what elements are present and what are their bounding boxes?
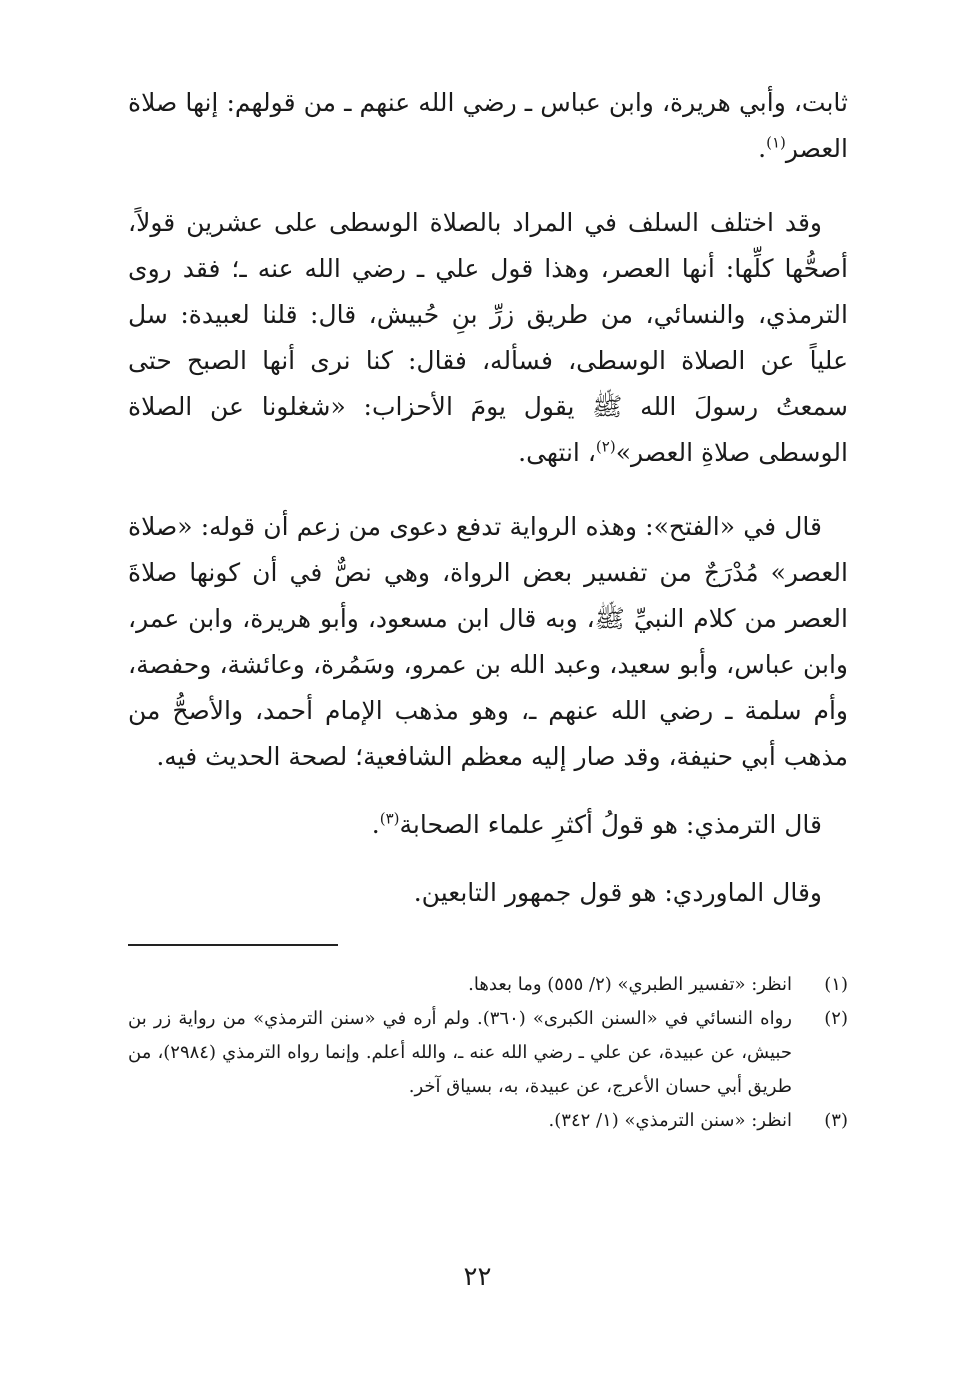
footnote-ref-3[interactable]: (٣) xyxy=(379,809,400,828)
footnote-separator xyxy=(128,944,338,946)
footnote-ref-2[interactable]: (٢) xyxy=(595,437,616,456)
footnote-number: (١) xyxy=(824,974,848,995)
footnote-number: (٣) xyxy=(824,1110,848,1131)
paragraph-3-text: قال في «الفتح»: وهذه الرواية تدفع دعوى من زعم أن قوله: «صلاة العصر» مُدْرَجٌ من تفسير بعض الرواة، وهي نصٌّ في أن كونها صلاةَ العصر من كلام النبيِّ ﷺ، وبه قال ابن مسعود، وأبو هريرة، وابن عمر، وابن عباس، وأبو سعيد، وعبد الله بن عمرو، وسَمُرة، وعائشة، وحفصة، وأم سلمة ـ رضي الله عنهم ـ، وهو مذهب الإمام أحمد، والأصحُّ من مذهب أبي حنيفة، وقد صار إليه معظم الشافعية؛ لصحة الحديث فيه. xyxy=(128,512,848,771)
footnote-ref-1[interactable]: (١) xyxy=(766,133,786,152)
footnote-2 xyxy=(128,1002,848,1104)
paragraph-1 xyxy=(128,80,848,172)
paragraph-1-end: . xyxy=(758,134,767,163)
paragraph-4 xyxy=(128,802,848,848)
paragraph-4-end: . xyxy=(371,810,380,839)
paragraph-4-text: قال الترمذي: هو قولُ أكثرِ علماء الصحابة xyxy=(399,810,822,839)
paragraph-2-end: ، انتهى. xyxy=(518,438,596,467)
footnote-1 xyxy=(128,968,848,1002)
footnotes xyxy=(128,968,848,1138)
paragraph-2 xyxy=(128,200,848,476)
footnote-text: انظر: «تفسير الطبري» (٢/ ٥٥٥) وما بعدها. xyxy=(468,974,792,995)
paragraph-5-text: وقال الماوردي: هو قول جمهور التابعين. xyxy=(413,878,822,907)
paragraph-5 xyxy=(128,870,848,916)
footnote-3 xyxy=(128,1104,848,1138)
footnote-number: (٢) xyxy=(824,1008,848,1029)
footnote-text: رواه النسائي في «السنن الكبرى» (٣٦٠). ولم أره في «سنن الترمذي» من رواية زر بن حبيش، عن عبيدة، عن علي ـ رضي الله عنه ـ، والله أعلم. وإنما رواه الترمذي (٢٩٨٤)، من طريق أبي حسان الأعرج، عن عبيدة، به، بسياق آخر. xyxy=(128,1008,792,1097)
page-number: ٢٢ xyxy=(463,1262,492,1292)
paragraph-1-text: ثابت، وأبي هريرة، وابن عباس ـ رضي الله عنهم ـ من قولهم: إنها صلاة العصر xyxy=(128,88,848,163)
footnote-text: انظر: «سنن الترمذي» (١/ ٣٤٢). xyxy=(548,1110,792,1131)
paragraph-2-text: وقد اختلف السلف في المراد بالصلاة الوسطى على عشرين قولاً، أصحُّها كلِّها: أنها العصر، وهذا قول علي ـ رضي الله عنه ـ؛ فقد روى الترمذي، والنسائي، من طريق زرِّ بنِ حُبيش، قال: قلنا لعبيدة: سل علياً عن الصلاة الوسطى، فسأله، فقال: كنا نرى أنها الصبح حتى سمعتُ رسولَ الله ﷺ يقول يومَ الأحزاب: «شغلونا عن الصلاة الوسطى صلاةِ العصر» xyxy=(128,208,848,467)
page-body xyxy=(128,80,848,1138)
paragraph-3 xyxy=(128,504,848,780)
